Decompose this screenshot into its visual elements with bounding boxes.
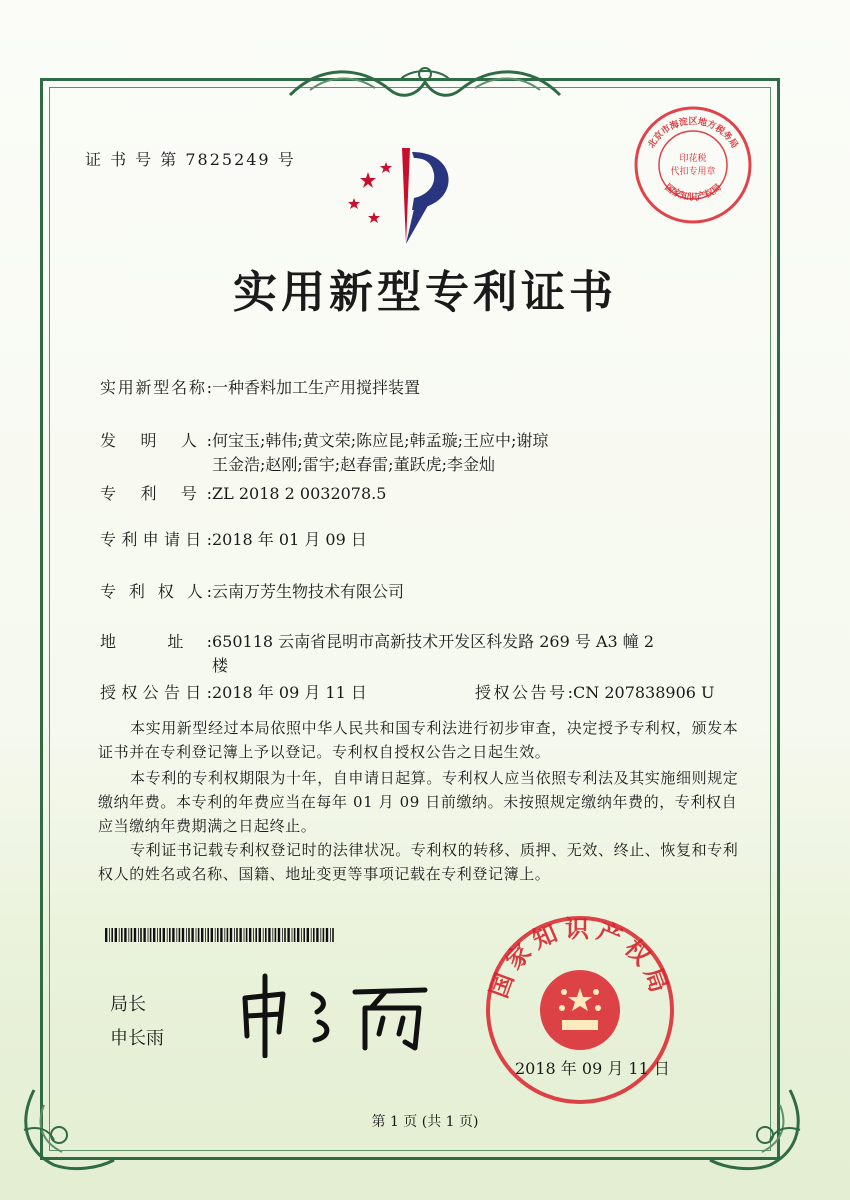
address-value-2: 楼: [212, 656, 229, 675]
grant-date-row: [100, 680, 367, 703]
address-label: 地 址:: [100, 632, 212, 651]
owner-value: 云南万芳生物技术有限公司: [212, 582, 405, 601]
inventor-value-2: 王金浩;赵刚;雷宇;赵春雷;董跃虎;李金灿: [212, 455, 495, 474]
top-ornament: [280, 60, 570, 105]
tax-seal-inner-line1: 印花税: [679, 154, 707, 164]
tax-stamp-seal-icon: [628, 103, 758, 227]
inventor-label: 发 明 人:: [100, 431, 212, 450]
cnipa-seal-icon: [470, 910, 690, 1110]
address-row-2: [212, 653, 228, 676]
filing-date-label: 专利申请日:: [100, 530, 212, 549]
name-label: 实用新型名称:: [100, 378, 212, 397]
owner-label: 专 利 权 人:: [100, 582, 212, 601]
signatory-name: 申长雨: [110, 1028, 164, 1049]
grant-number-row: [475, 680, 715, 703]
patent-number-value: ZL 2018 2 0032078.5: [212, 484, 387, 503]
address-row: [100, 629, 654, 652]
patent-number-row: [100, 481, 386, 504]
signatory-title: 局长: [110, 994, 146, 1015]
filing-date-value: 2018 年 01 月 09 日: [212, 530, 367, 549]
grant-date-value: 2018 年 09 月 11 日: [212, 683, 367, 702]
seal-big-text: 国家知识产权局: [484, 914, 676, 1002]
filing-date-row: [100, 527, 367, 550]
inventor-row-2: [212, 452, 495, 475]
paragraph-3: 专利证书记载专利权登记时的法律状况。专利权的转移、质押、无效、终止、恢复和专利权人的姓名或名称、国籍、地址变更等事项记载在专利登记簿上。: [98, 841, 739, 883]
inventor-row: [100, 428, 548, 451]
tax-seal-outer-text: 北京市海淀区地方税务局: [646, 117, 740, 151]
handwritten-signature-icon: [235, 968, 435, 1058]
tax-seal-bottom-text: 国家知识产权局: [662, 182, 724, 203]
svg-text:国家知识产权局: [662, 181, 723, 203]
certificate-number: 证 书 号 第 7825249 号: [85, 150, 296, 169]
grant-date-label: 授权公告日:: [100, 683, 212, 702]
barcode-icon: [105, 928, 337, 942]
patent-owner-row: [100, 579, 404, 602]
page-footer: 第 1 页 (共 1 页): [371, 1114, 479, 1130]
page-title: 实用新型专利证书: [233, 267, 617, 318]
paragraph-2: 本专利的专利权期限为十年，自申请日起算。专利权人应当依照专利法及其实施细则规定缴纳年费。本专利的年费应当在每年 01 月 09 日前缴纳。未按照规定缴纳年费的，专利权自应当缴纳年费期满之日起终止。: [98, 769, 739, 835]
grant-number-label: 授权公告号:: [475, 683, 573, 702]
cnipa-logo-icon: [340, 140, 470, 250]
address-value: 650118 云南省昆明市高新技术开发区科发路 269 号 A3 幢 2: [212, 632, 655, 651]
inventor-value: 何宝玉;韩伟;黄文荣;陈应昆;韩孟璇;王应中;谢琼: [212, 431, 549, 450]
tax-seal-inner-line2: 代扣专用章: [670, 167, 716, 177]
name-value: 一种香料加工生产用搅拌装置: [212, 378, 421, 397]
seal-date: 2018 年 09 月 11 日: [515, 1059, 670, 1078]
utility-model-name-row: [100, 375, 420, 398]
patent-number-label: 专 利 号:: [100, 484, 212, 503]
grant-number-value: CN 207838906 U: [573, 683, 715, 702]
paragraph-1: 本实用新型经过本局依照中华人民共和国专利法进行初步审查，决定授予专利权，颁发本证书并在专利登记簿上予以登记。专利权自授权公告之日起生效。: [98, 719, 739, 761]
